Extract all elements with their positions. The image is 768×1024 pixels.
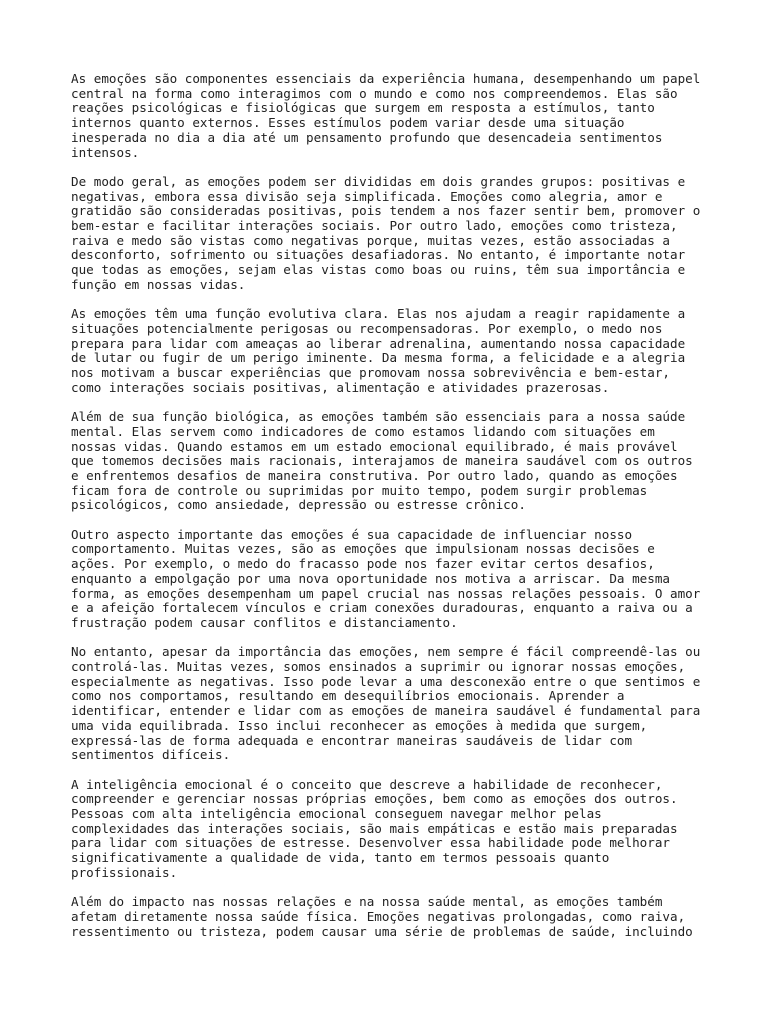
paragraph-4: Além de sua função biológica, as emoções também são essenciais para a nossa saúde mental. Elas servem como indicadores de como estamos lidando com situações em nossas vidas. Quando estamos em um estado emocional equilibrado, é mais provável que tomemos decisões mais racionais, interajamos de maneira saudável com os outros e enfrentemos desafios de maneira construtiva. Por outro lado, quando as emoções ficam fora de controle ou suprimidas por muito tempo, podem surgir problemas psicológicos, como ansiedade, depressão ou estresse crônico. [71, 409, 693, 513]
paragraph-3: As emoções têm uma função evolutiva clara. Elas nos ajudam a reagir rapidamente a situações potencialmente perigosas ou recompensadoras. Por exemplo, o medo nos prepara para lidar com ameaças ao liberar adrenalina, aumentando nossa capacidade de lutar ou fugir de um perigo iminente. Da mesma forma, a felicidade e a alegria nos motivam a buscar experiências que promovam nossa sobrevivência e bem-estar, como interações sociais positivas, alimentação e atividades prazerosas. [71, 306, 686, 395]
paragraph-8: Além do impacto nas nossas relações e na nossa saúde mental, as emoções também afetam diretamente nossa saúde física. Emoções negativas prolongadas, como raiva, ressentimento ou tristeza, podem causar uma série de problemas de saúde, incluindo [71, 894, 693, 939]
paragraph-7: A inteligência emocional é o conceito que descreve a habilidade de reconhecer, compreender e gerenciar nossas próprias emoções, bem como as emoções dos outros. Pessoas com alta inteligência emocional conseguem navegar melhor pelas complexidades das interações sociais, são mais empáticas e estão mais preparadas para lidar com situações de estresse. Desenvolver essa habilidade pode melhorar significativamente a qualidade de vida, tanto em termos pessoais quanto profissionais. [71, 776, 678, 880]
paragraph-5: Outro aspecto importante das emoções é sua capacidade de influenciar nosso comportamento. Muitas vezes, são as emoções que impulsionam nossas decisões e ações. Por exemplo, o medo do fracasso pode nos fazer evitar certos desafios, enquanto a empolgação por uma nova oportunidade nos motiva a arriscar. Da mesma forma, as emoções desempenham um papel crucial nas nossas relações pessoais. O amor e a afeição fortalecem vínculos e criam conexões duradouras, enquanto a raiva ou a frustração podem causar conflitos e distanciamento. [71, 526, 701, 630]
paragraph-6: No entanto, apesar da importância das emoções, nem sempre é fácil compreendê-las ou controlá-las. Muitas vezes, somos ensinados a suprimir ou ignorar nossas emoções, especialmente as negativas. Isso pode levar a uma desconexão entre o que sentimos e como nos comportamos, resultando em desequilíbrios emocionais. Aprender a identificar, entender e lidar com as emoções de maneira saudável é fundamental para uma vida equilibrada. Isso inclui reconhecer as emoções à medida que surgem, expressá-las de forma adequada e encontrar maneiras saudáveis de lidar com sentimentos difíceis. [71, 644, 701, 763]
paragraph-2: De modo geral, as emoções podem ser divididas em dois grandes grupos: positivas e negativas, embora essa divisão seja simplificada. Emoções como alegria, amor e gratidão são consideradas positivas, pois tendem a nos fazer sentir bem, promover o bem-estar e facilitar interações sociais. Por outro lado, emoções como tristeza, raiva e medo são vistas como negativas porque, muitas vezes, estão associadas a desconforto, sofrimento ou situações desafiadoras. No entanto, é importante notar que todas as emoções, sejam elas vistas como boas ou ruins, têm sua importância e função em nossas vidas. [71, 173, 701, 292]
paragraph-1: As emoções são componentes essenciais da experiência humana, desempenhando um papel central na forma como interagimos com o mundo e como nos compreendemos. Elas são reações psicológicas e fisiológicas que surgem em resposta a estímulos, tanto internos quanto externos. Esses estímulos podem variar desde uma situação inesperada no dia a dia até um pensamento profundo que desencadeia sentimentos intensos. [71, 71, 701, 160]
